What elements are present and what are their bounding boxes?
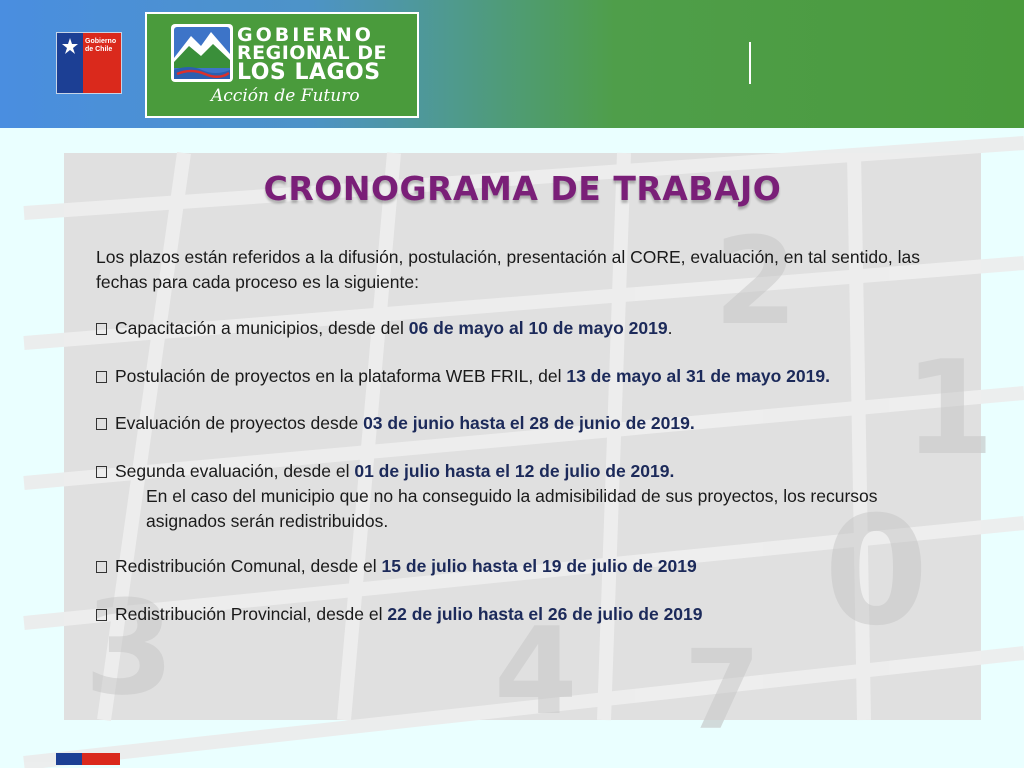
list-item: Capacitación a municipios, desde del 06 de mayo al 10 de mayo 2019. <box>96 316 956 341</box>
mountain-lake-icon <box>171 24 233 82</box>
checkbox-bullet-icon <box>96 466 107 478</box>
gobierno-regional-logo <box>145 12 419 118</box>
logo-line-regional-de: REGIONAL DE <box>237 42 388 64</box>
svg-text:2: 2 <box>714 213 798 352</box>
svg-text:1: 1 <box>904 332 995 484</box>
svg-text:0: 0 <box>824 485 929 659</box>
logo-tagline: Acción de Futuro <box>211 86 360 106</box>
footer-flag-stripe <box>56 753 120 765</box>
page-title: CRONOGRAMA DE TRABAJO <box>263 169 782 208</box>
gobierno-de-chile-logo <box>56 32 122 94</box>
redistribution-note: En el caso del municipio que no ha conseguido la admisibilidad de sus proyectos, los recursos asignados serán redistribuidos. <box>146 486 878 531</box>
svg-text:4: 4 <box>494 603 578 742</box>
checkbox-bullet-icon <box>96 609 107 621</box>
list-item: Evaluación de proyectos desde 03 de junio hasta el 28 de junio de 2019. <box>96 411 956 436</box>
calendar-background-image <box>64 153 995 754</box>
svg-text:7: 7 <box>684 626 761 754</box>
list-item: Redistribución Comunal, desde el 15 de julio hasta el 19 de julio de 2019 <box>96 554 956 579</box>
list-item: Postulación de proyectos en la plataforma WEB FRIL, del 13 de mayo al 31 de mayo 2019. <box>96 364 956 389</box>
list-item: Redistribución Provincial, desde el 22 de julio hasta el 26 de julio de 2019 <box>96 602 956 627</box>
chile-crest-icon <box>59 36 81 58</box>
checkbox-bullet-icon <box>96 561 107 573</box>
checkbox-bullet-icon <box>96 323 107 335</box>
intro-paragraph: Los plazos están referidos a la difusión, postulación, presentación al CORE, evaluación, en tal sentido, las fechas para cada proceso es la siguiente: <box>96 247 920 292</box>
gobierno-de-chile-label: Gobierno de Chile <box>85 38 117 53</box>
list-item: Segunda evaluación, desde el 01 de julio hasta el 12 de julio de 2019. <box>96 459 956 484</box>
header-band <box>0 0 1024 128</box>
logo-line-los-lagos: LOS LAGOS <box>237 60 381 85</box>
schedule-panel <box>64 153 995 754</box>
checkbox-bullet-icon <box>96 418 107 430</box>
checkbox-bullet-icon <box>96 371 107 383</box>
logo-line-gobierno: GOBIERNO <box>237 24 374 46</box>
svg-text:3: 3 <box>84 572 175 724</box>
header-divider <box>749 42 751 84</box>
